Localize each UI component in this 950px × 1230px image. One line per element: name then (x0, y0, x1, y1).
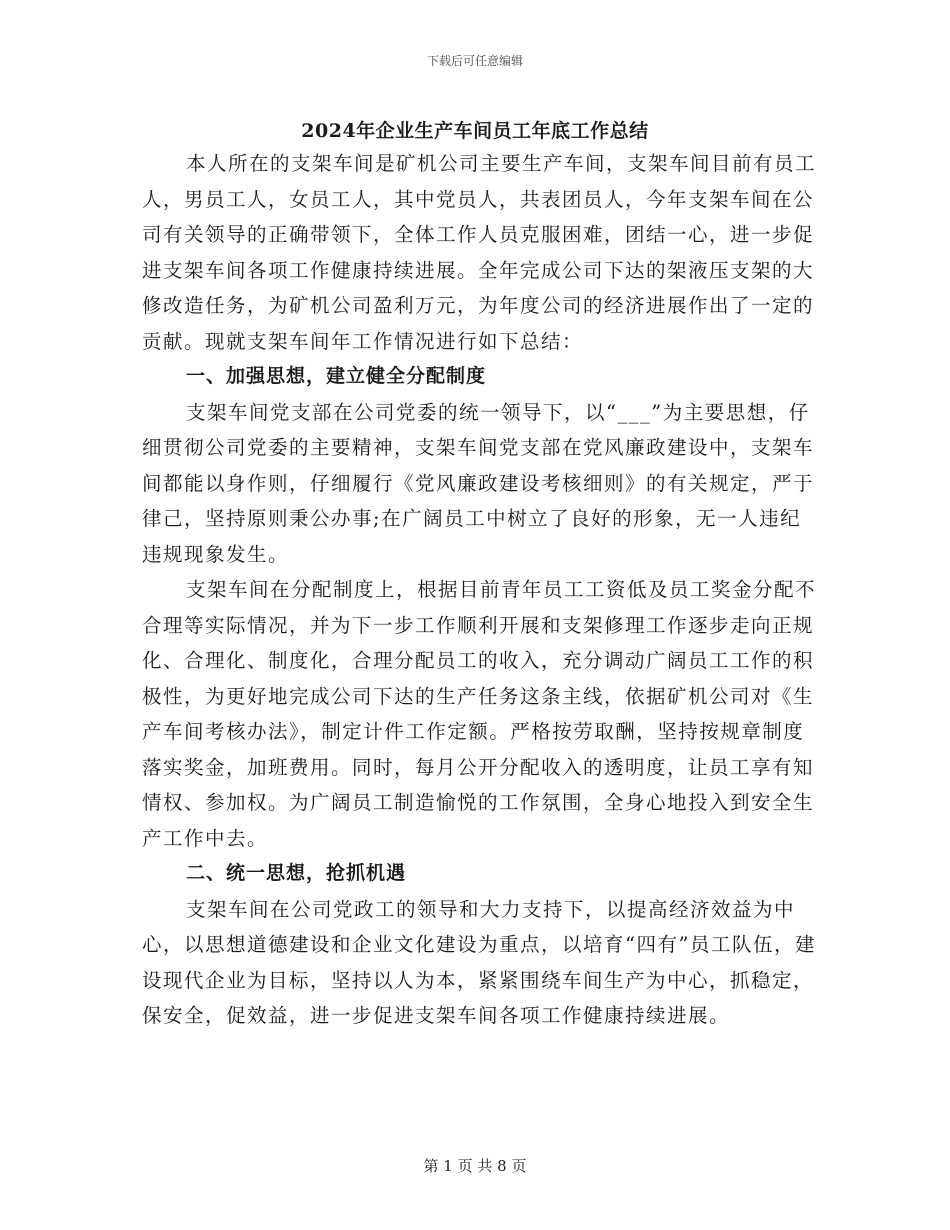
section-1-paragraph-2: 支架车间在分配制度上，根据目前青年员工工资低及员工奖金分配不合理等实际情况，并为下一步工作顺利开展和支架修理工作逐步走向正规化、合理化、制度化，合理分配员工的收入，充分调动广阔员工工作的积极性，为更好地完成公司下达的生产任务这条主线，依据矿机公司对《生产车间考核办法》，制定计件工作定额。严格按劳取酬，坚持按规章制度落实奖金，加班费用。同时，每月公开分配收入的透明度，让员工享有知情权、参加权。为广阔员工制造愉悦的工作氛围，全身心地投入到安全生产工作中去。 (142, 578, 817, 850)
document-body (142, 146, 822, 1034)
page-number: 第 1 页 共 8 页 (423, 1157, 527, 1175)
document-title: 2024年企业生产车间员工年底工作总结 (301, 120, 649, 142)
page-header-note: 下载后可任意编辑 (426, 54, 523, 68)
intro-paragraph: 本人所在的支架车间是矿机公司主要生产车间，支架车间目前有员工人，男员工人，女员工人，其中党员人，共表团员人，今年支架车间在公司有关领导的正确带领下，全体工作人员克服困难，团结一心，进一步促进支架车间各项工作健康持续进展。全年完成公司下达的架液压支架的大修改造任务，为矿机公司盈利万元，为年度公司的经济进展作出了一定的贡献。现就支架车间年工作情况进行如下总结： (142, 152, 817, 353)
section-2-heading: 二、统一思想，抢抓机遇 (186, 862, 407, 884)
section-1-paragraph-1: 支架车间党支部在公司党委的统一领导下，以“___”为主要思想，仔细贯彻公司党委的主要精神，支架车间党支部在党风廉政建设中，支架车间都能以身作则，仔细履行《党风廉政建设考核细则》的有关规定，严于律己，坚持原则秉公办事;在广阔员工中树立了良好的形象，无一人违纪违规现象发生。 (142, 400, 815, 566)
section-1-heading: 一、加强思想，建立健全分配制度 (186, 365, 487, 387)
section-2-paragraph-1: 支架车间在公司党政工的领导和大力支持下，以提高经济效益为中心，以思想道德建设和企业文化建设为重点，以培育“四有”员工队伍，建设现代企业为目标，坚持以人为本，紧紧围绕车间生产为中心，抓稳定，保安全，促效益，进一步促进支架车间各项工作健康持续进展。 (142, 897, 816, 1027)
